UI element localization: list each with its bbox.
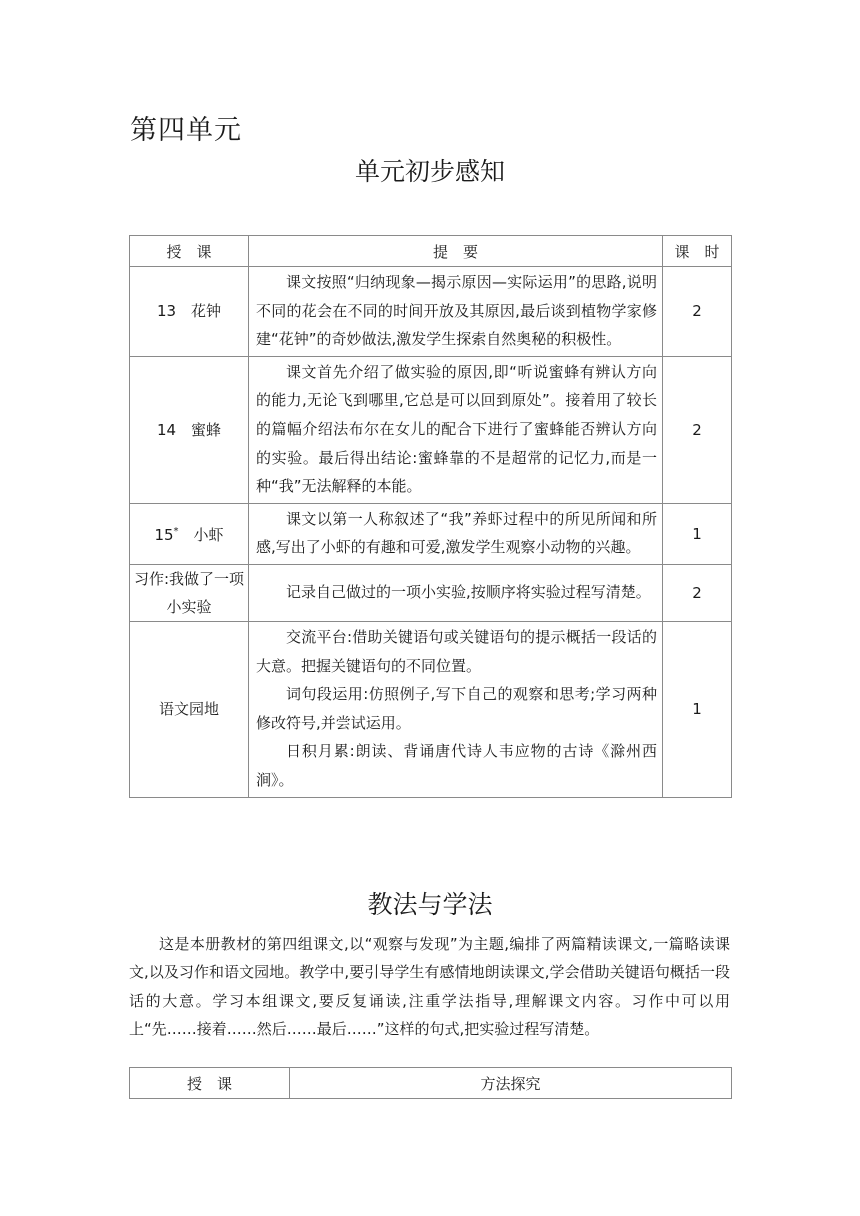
summary-cell (249, 267, 663, 357)
summary-paragraph: 课文按照“归纳现象—揭示原因—实际运用”的思路,说明不同的花会在不同的时间开放及其原因,最后谈到植物学家修建“花钟”的奇妙做法,激发学生探索自然奥秘的积极性。 (256, 273, 657, 349)
lesson-line: 习作:我做了一项 (133, 569, 245, 588)
table-row (130, 267, 732, 357)
summary-paragraph: 记录自己做过的一项小实验,按顺序将实验过程写清楚。 (286, 583, 651, 602)
header-lesson: 授 课 (130, 236, 249, 267)
lesson-cell: 13 花钟 (130, 267, 249, 357)
summary-paragraph: 课文首先介绍了做实验的原因,即“听说蜜蜂有辨认方向的能力,无论飞到哪里,它总是可以回到原处”。接着用了较长的篇幅介绍法布尔在女儿的配合下进行了蜜蜂能否辨认方向的实验。最后得出结论:蜜蜂靠的不是超常的记忆力,而是一种“我”无法解释的本能。 (256, 362, 657, 496)
lesson-line: 小实验 (166, 597, 212, 616)
section-title-methods: 教法与学法 (367, 890, 493, 919)
table-row (130, 356, 732, 503)
summary-cell (249, 621, 663, 797)
table-row (130, 564, 732, 621)
hours-cell: 1 (663, 621, 732, 797)
summary-cell (249, 503, 663, 564)
lesson-cell (130, 503, 249, 564)
hours-cell: 2 (663, 564, 732, 621)
summary-cell (249, 564, 663, 621)
table-row (130, 621, 732, 797)
methods-paragraph: 这是本册教材的第四组课文,以“观察与发现”为主题,编排了两篇精读课文,一篇略读课文,以及习作和语文园地。教学中,要引导学生有感情地朗读课文,学会借助关键语句概括一段话的大意。学习本组课文,要反复诵读,注重学法指导,理解课文内容。习作中可以用上“先……接着……然后……最后……”这样的句式,把实验过程写清楚。 (129, 935, 730, 1039)
hours-cell: 2 (663, 267, 732, 357)
lesson-mark: * (173, 526, 179, 538)
table-row (130, 503, 732, 564)
unit-overview-table (129, 235, 732, 798)
summary-paragraph: 日积月累:朗读、背诵唐代诗人韦应物的古诗《滁州西涧》。 (256, 742, 657, 789)
unit-title: 第四单元 (130, 115, 242, 146)
table-header-row (130, 1068, 732, 1099)
lesson-number: 15 (154, 526, 174, 545)
header-method: 方法探究 (290, 1068, 732, 1099)
method-table (129, 1067, 732, 1099)
lesson-cell: 14 蜜蜂 (130, 356, 249, 503)
lesson-name: 小虾 (193, 526, 224, 545)
hours-cell: 1 (663, 503, 732, 564)
lesson-cell: 语文园地 (130, 621, 249, 797)
summary-paragraph: 交流平台:借助关键语句或关键语句的提示概括一段话的大意。把握关键语句的不同位置。 (256, 627, 657, 675)
section-title-perception: 单元初步感知 (354, 157, 505, 186)
header-summary: 提 要 (249, 236, 663, 267)
summary-cell (249, 356, 663, 503)
lesson-cell (130, 564, 249, 621)
summary-paragraph: 课文以第一人称叙述了“我”养虾过程中的所见所闻和所感,写出了小虾的有趣和可爱,激发学生观察小动物的兴趣。 (256, 509, 657, 557)
table-header-row (130, 236, 732, 267)
summary-paragraph: 词句段运用:仿照例子,写下自己的观察和思考;学习两种修改符号,并尝试运用。 (256, 685, 657, 732)
hours-cell: 2 (663, 356, 732, 503)
header-lesson: 授 课 (130, 1068, 290, 1099)
header-hours: 课 时 (663, 236, 732, 267)
